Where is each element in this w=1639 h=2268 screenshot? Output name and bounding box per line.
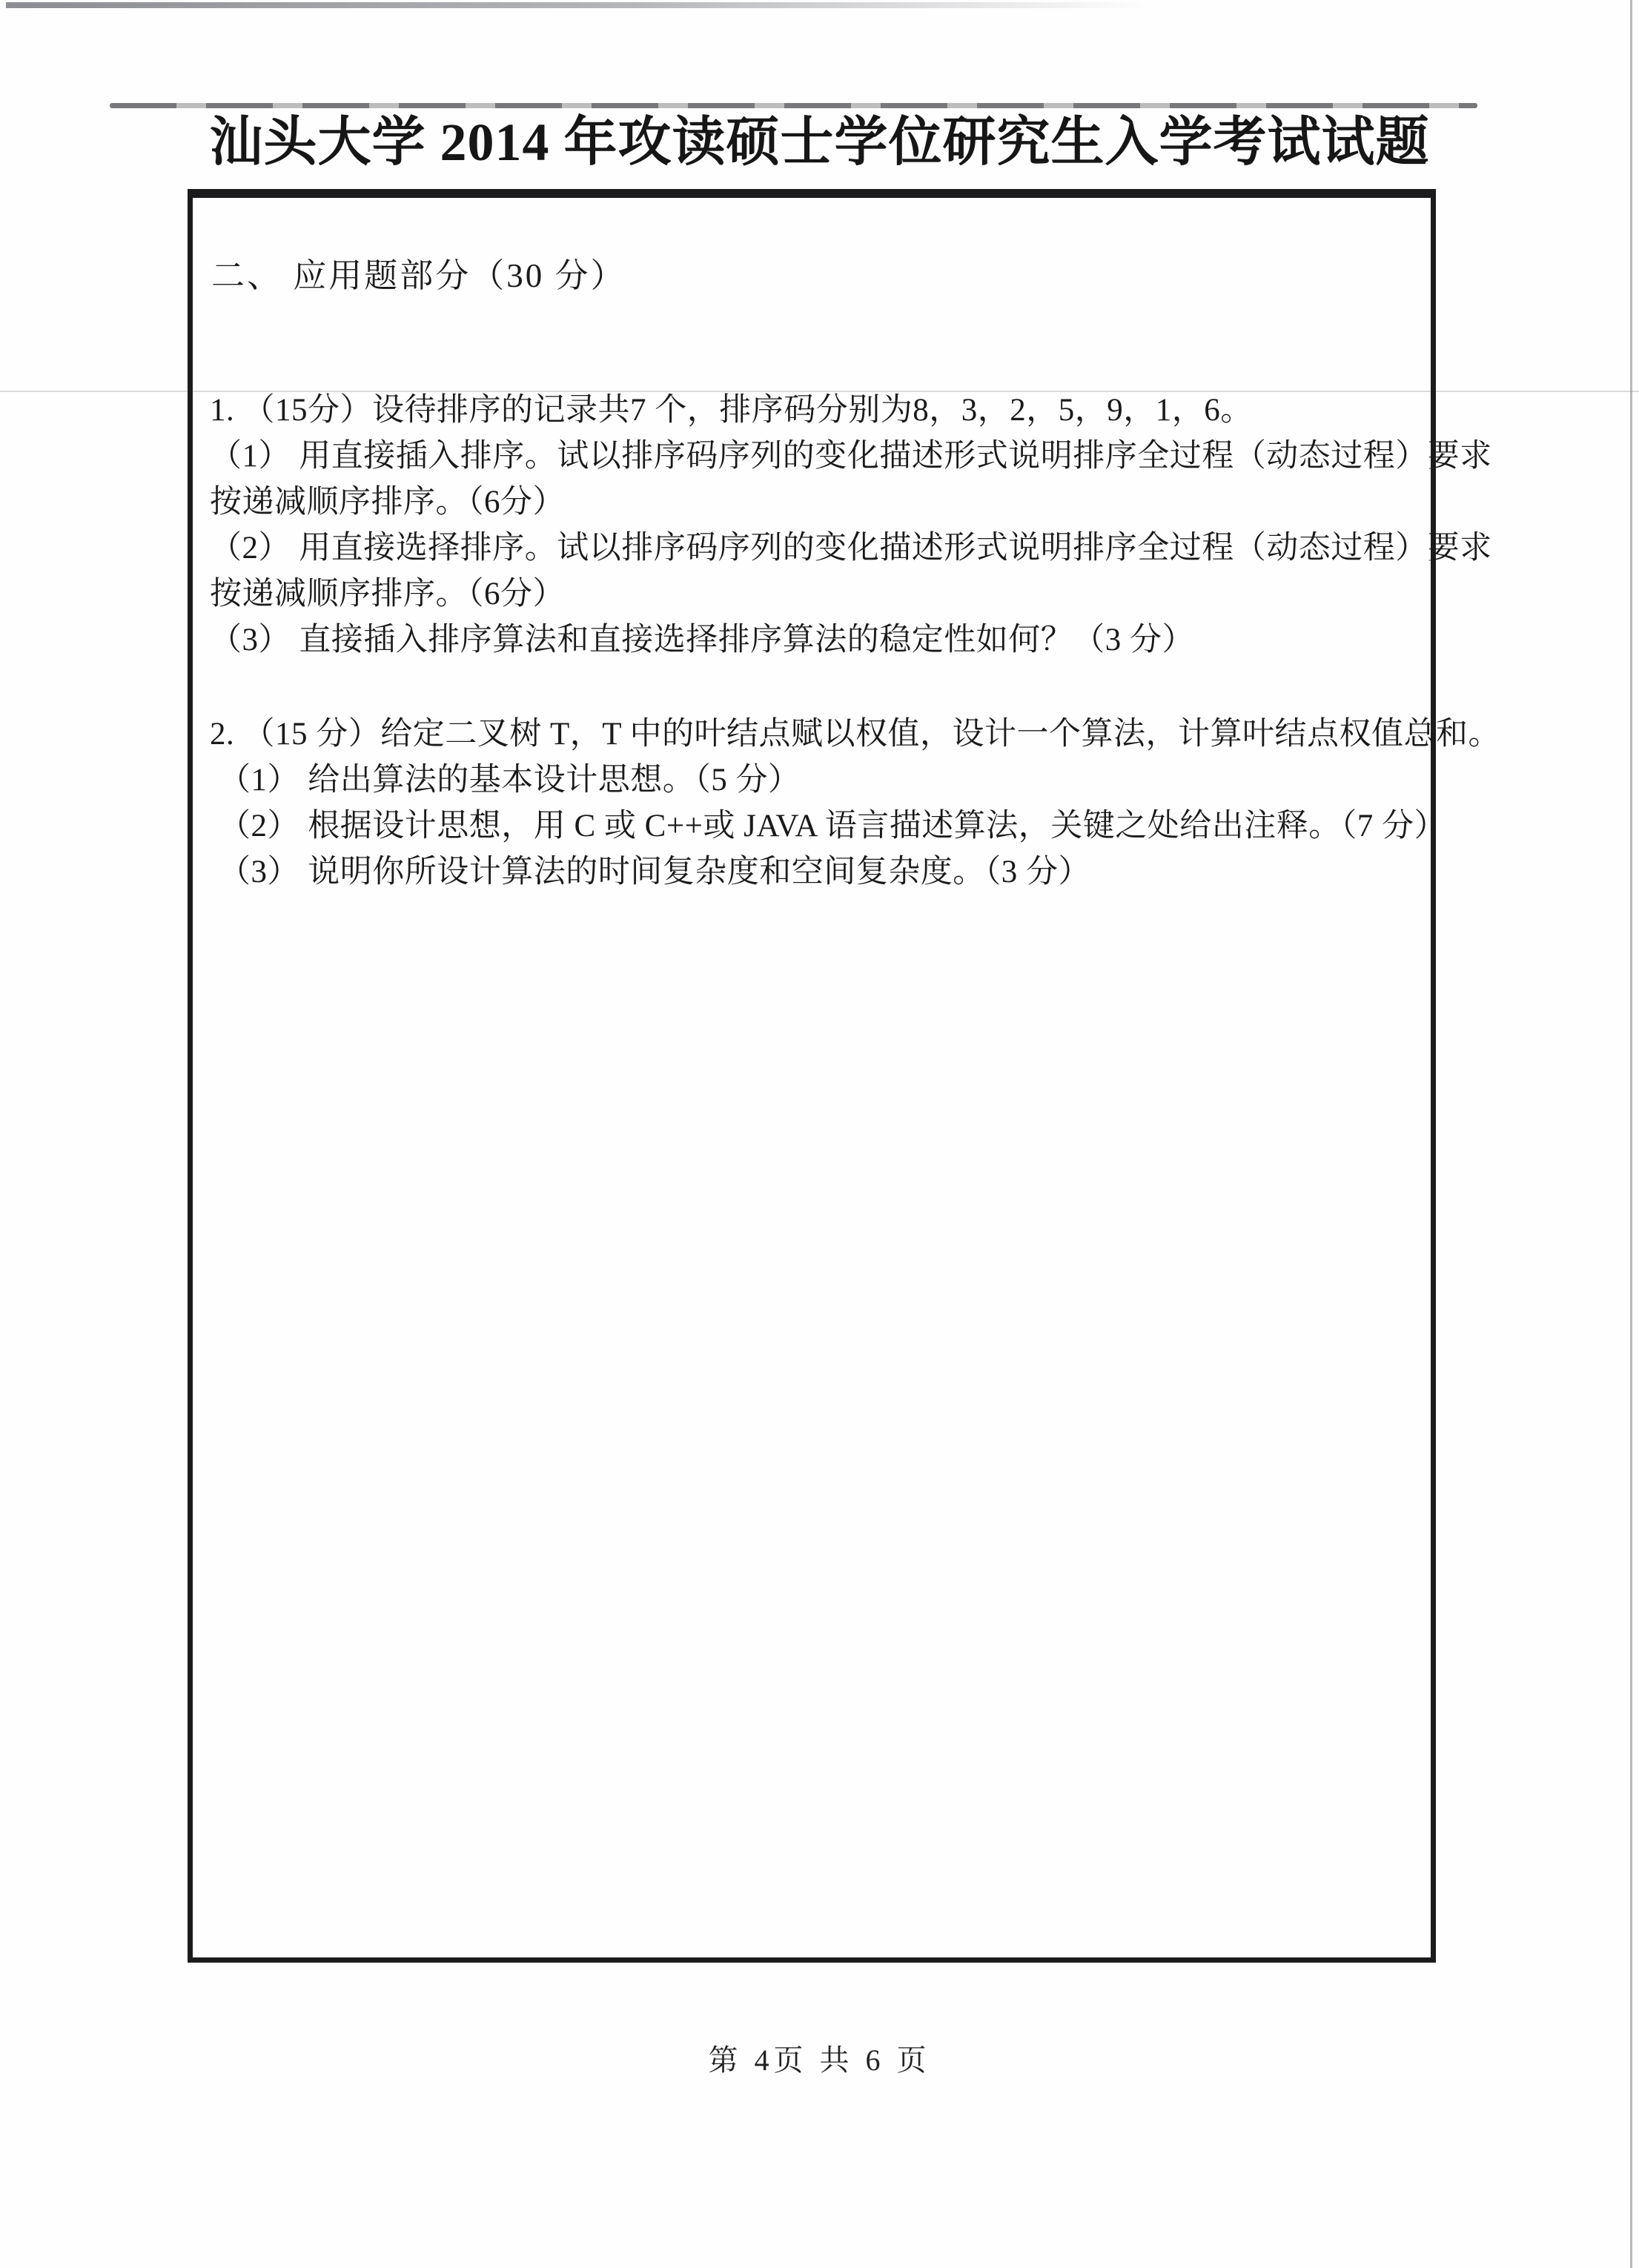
section-heading: 二、 应用题部分（30 分） [211,257,626,294]
question1-part1-line1: （1） 用直接插入排序。试以排序码序列的变化描述形式说明排序全过程（动态过程）要求 [210,439,1492,474]
question1-part2-line2: 按递减顺序排序。（6分） [210,577,565,611]
question2-part3: （3） 说明你所设计算法的时间复杂度和空间复杂度。（3 分） [219,855,1090,889]
page-footer: 第 4页 共 6 页 [708,2043,931,2077]
scan-artifact-streak [110,103,1477,108]
question2-part1: （1） 给出算法的基本设计思想。（5 分） [219,763,801,798]
question1-part3: （3） 直接插入排序算法和直接选择排序算法的稳定性如何？（3 分） [210,623,1194,657]
scan-artifact-top-edge [6,2,1148,8]
question1-part1-line2: 按递减顺序排序。（6分） [210,485,565,520]
question2-part2: （2） 根据设计思想，用 C 或 C++或 JAVA 语言描述算法，关键之处给出注释。（7 分） [219,809,1447,843]
question1-intro: 1. （15分）设待排序的记录共7 个，排序码分别为8，3，2，5，9，1，6。 [210,393,1253,428]
scan-artifact-right-edge [1630,0,1632,2268]
question1-part2-line1: （2） 用直接选择排序。试以排序码序列的变化描述形式说明排序全过程（动态过程）要求 [210,531,1492,566]
exam-title: 汕头大学 2014 年攻读硕士学位研究生入学考试试题 [209,113,1430,172]
question-box [188,189,1501,1963]
question2-intro: 2. （15 分）给定二叉树 T，T 中的叶结点赋以权值，设计一个算法，计算叶结点权值总和。 [210,717,1501,752]
